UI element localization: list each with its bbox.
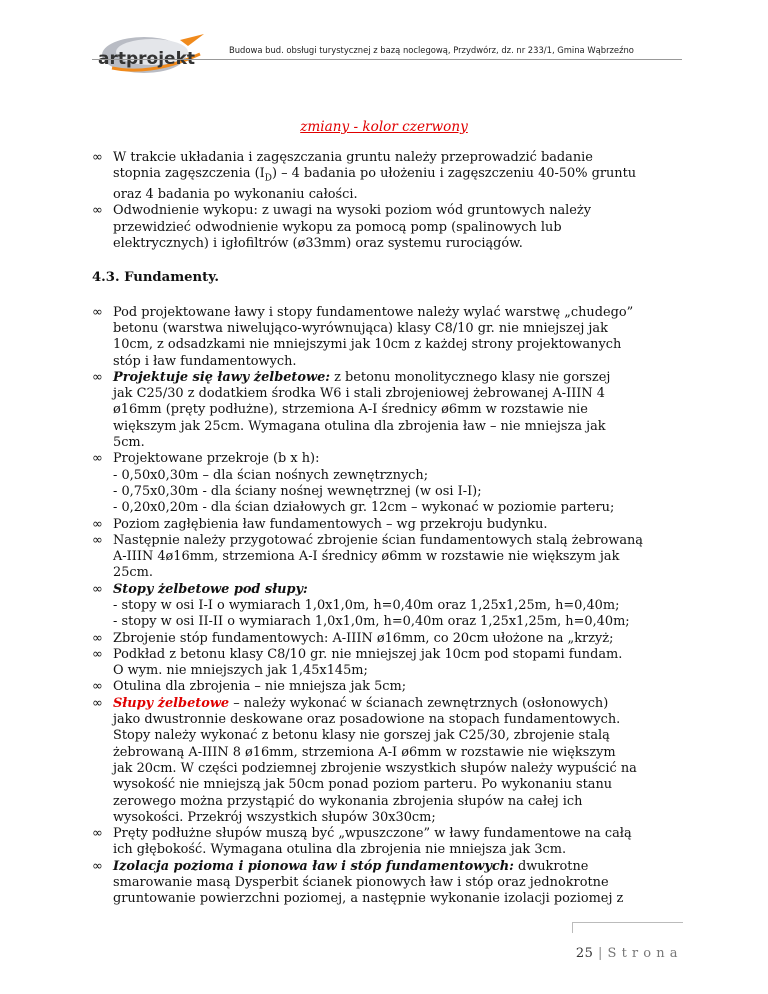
footer-separator: | — [598, 946, 603, 961]
document-body — [92, 150, 682, 908]
infinity-bullet-icon: ∞ — [92, 646, 103, 662]
infinity-bullet-icon: ∞ — [92, 695, 103, 711]
infinity-bullet-icon: ∞ — [92, 826, 103, 842]
list-item: ∞ Izolacja pozioma i pionowa ław i stóp fundamentowych: dwukrotne smarowanie masą Dysperbit ścianek pionowych ław i stóp oraz jednokrotne gruntowanie powierzchni poziomej, a następnie wykonanie izolacji poziomej z — [92, 858, 624, 907]
list-item: ∞ Stopy żelbetowe pod słupy: - stopy w osi I-I o wymiarach 1,0x1,0m, h=0,40m oraz 1,25x1,25m, h=0,40m; - stopy w osi II-II o wymiarach 1,0x1,0m, h=0,40m oraz 1,25x1,25m, h=0,40m; — [92, 581, 630, 630]
list-item: ∞ Podkład z betonu klasy C8/10 gr. nie mniejszej jak 10cm pod stopami fundam. O wym. nie mniejszych jak 1,45x145m; — [92, 646, 623, 679]
intro-bullet-list — [92, 150, 682, 252]
infinity-bullet-icon: ∞ — [92, 451, 103, 467]
header-divider — [92, 59, 682, 60]
list-item: ∞ Otulina dla zbrojenia – nie mniejsza jak 5cm; — [92, 679, 407, 695]
section-heading: 4.3. Fundamenty. — [92, 270, 219, 286]
list-item: ∞ Projektowane przekroje (b x h): - 0,50x0,30m – dla ścian nośnych zewnętrznych; - 0,75x0,30m - dla ściany nośnej wewnętrznej (w osi I-I); - 0,20x0,20m - dla ścian działowych gr. 12cm – wykonać w poziomie parteru; — [92, 451, 615, 516]
infinity-bullet-icon: ∞ — [92, 532, 103, 548]
infinity-bullet-icon: ∞ — [92, 630, 103, 646]
list-item: ∞ W trakcie układania i zagęszczania gruntu należy przeprowadzić badanie stopnia zagęszczenia $(I_D) - 4$ badania po ułożeniu i zagęszczeniu 40-50% gruntu oraz 4 badania po wykonaniu całości. — [92, 150, 637, 203]
list-item: ∞ Zbrojenie stóp fundamentowych: A-IIIN ø16mm, co 20cm ułożone na „krzyż; — [92, 630, 614, 646]
infinity-bullet-icon: ∞ — [92, 516, 103, 532]
infinity-bullet-icon: ∞ — [92, 858, 103, 874]
list-item: ∞ Następnie należy przygotować zbrojenie ścian fundamentowych stalą żebrowaną A-IIIN 4ø16mm, strzemiona A-I średnicy ø6mm w rozstawie nie większym jak 25cm. — [92, 532, 643, 581]
footer-accent-line — [572, 922, 683, 933]
infinity-bullet-icon: ∞ — [92, 369, 103, 385]
list-item: ∞ Poziom zagłębienia ław fundamentowych – wg przekroju budynku. — [92, 516, 548, 532]
page-word: S t r o n a — [607, 946, 678, 961]
list-item: ∞ Pręty podłużne słupów muszą być „wpuszczone” w ławy fundamentowe na całą ich głębokość. Wymagana otulina dla zbrojenia nie mniejsza jak 3cm. — [92, 826, 632, 858]
project-title: Budowa bud. obsługi turystycznej z bazą noclegową, Przydwórz, dz. nr 233/1, Gmina Wąbrzeźno — [229, 45, 634, 55]
changed-text: Słupy żelbetowe — [113, 695, 230, 711]
page-number: 25 — [575, 946, 594, 961]
infinity-bullet-icon: ∞ — [92, 150, 103, 165]
infinity-bullet-icon: ∞ — [92, 304, 103, 320]
changes-note: zmiany - kolor czerwony — [300, 119, 468, 135]
infinity-bullet-icon: ∞ — [92, 203, 103, 219]
list-item: ∞ Słupy żelbetowe – należy wykonać w ścianach zewnętrznych (osłonowych) jako dwustronnie deskowane oraz posadowione na stopach fundamentowych. Stopy należy wykonać z betonu klasy nie gorszej jak C25/30, zbrojenie stalą żebrowaną A-IIIN 8 ø16mm, strzemiona A-I ø6mm w rozstawie nie większym jak 20cm. W części podziemnej zbrojenie wszystkich słupów należy wypuścić na wysokość nie mniejszą jak 50cm ponad poziom parteru. Po wykonaniu stanu zerowego można przystąpić do wykonania zbrojenia słupów na całej ich wysokości. Przekrój wszystkich słupów 30x30cm; — [92, 695, 637, 825]
logo-text: artprojekt — [98, 49, 196, 69]
list-item: ∞ Odwodnienie wykopu: z uwagi na wysoki poziom wód gruntowych należy przewidzieć odwodnienie wykopu za pomocą pomp (spalinowych lub elektrycznych) i igłofiltrów (ø33mm) oraz systemu rurociągów. — [92, 203, 592, 252]
list-item: ∞ Pod projektowane ławy i stopy fundamentowe należy wylać warstwę „chudego” betonu (warstwa niwelująco-wyrównująca) klasy C8/10 gr. nie mniejszej jak 10cm, z odsadzkami nie mniejszymi jak 10cm z każdej strony projektowanych stóp i ław fundamentowych. — [92, 304, 634, 369]
infinity-bullet-icon: ∞ — [92, 581, 103, 597]
infinity-bullet-icon: ∞ — [92, 679, 103, 695]
artprojekt-logo — [92, 32, 210, 82]
list-item: ∞ Projektuje się ławy żelbetowe: z betonu monolitycznego klasy nie gorszej jak C25/30 z dodatkiem środka W6 i stali zbrojeniowej żebrowanej A-IIIN 4 ø16mm (pręty podłużne), strzemiona A-I średnicy ø6mm w rozstawie nie większym jak 25cm. Wymagana otulina dla zbrojenia ław – nie mniejsza jak 5cm. — [92, 369, 611, 451]
foundation-bullet-list — [92, 305, 682, 908]
page-number-footer — [576, 946, 678, 961]
